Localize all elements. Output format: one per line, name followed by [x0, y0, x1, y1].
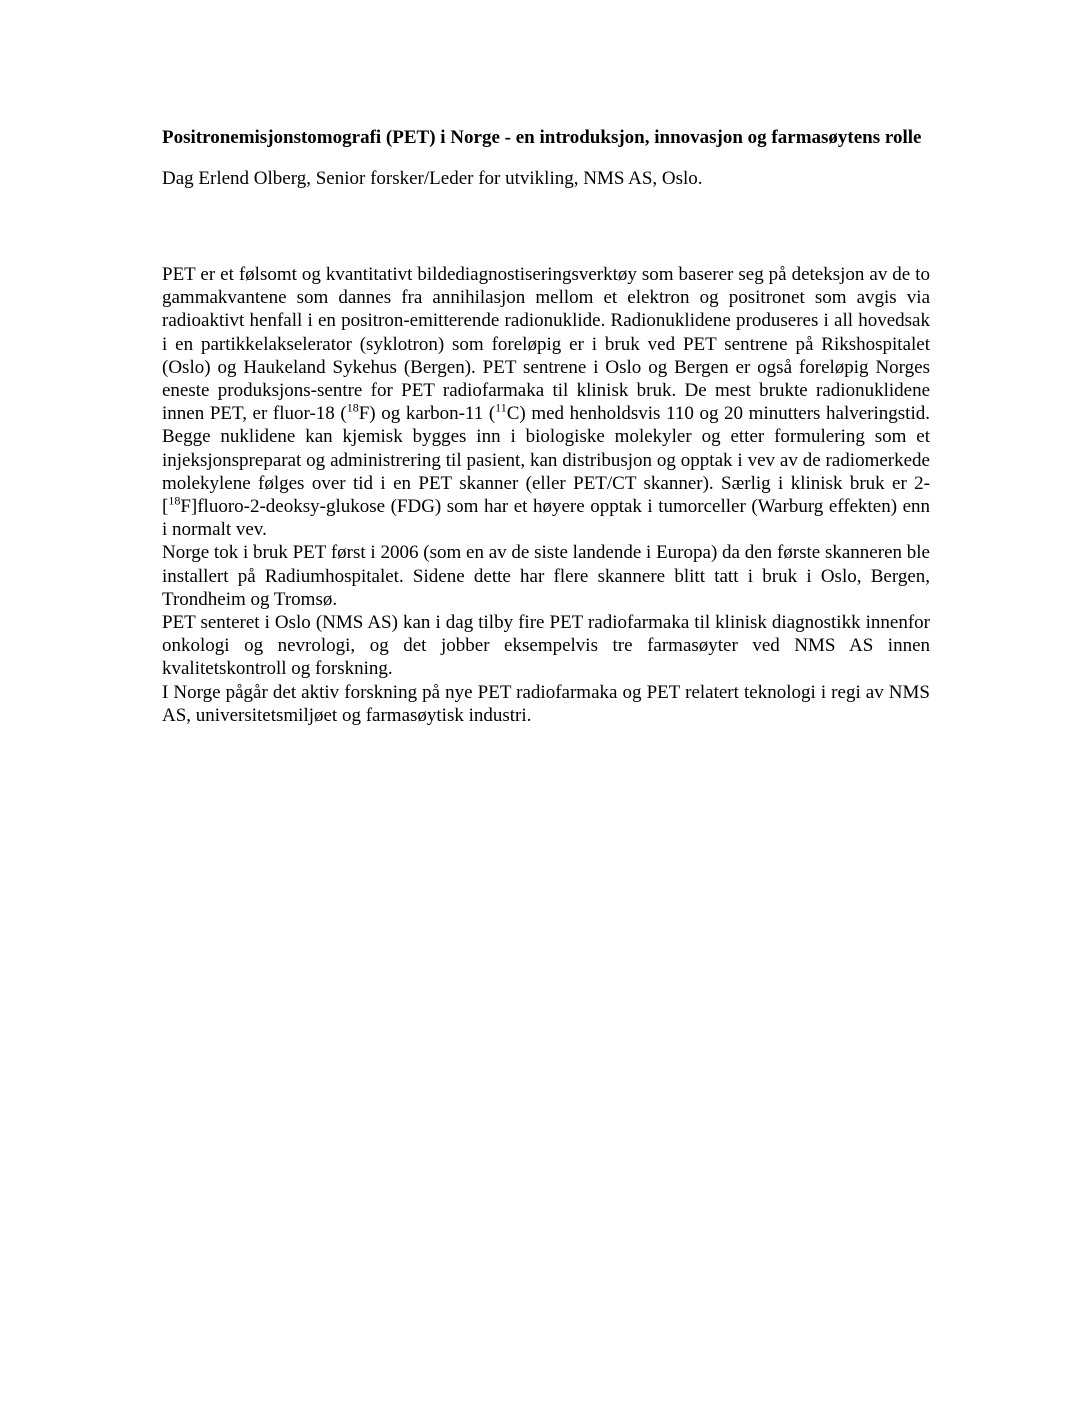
document-page [162, 126, 930, 727]
superscript-fdg18: 18 [168, 493, 181, 508]
paragraph-1-text-a: PET er et følsomt og kvantitativt bildediagnostiseringsverktøy som baserer seg på deteksjon av de to gammakvantene som dannes fra annihilasjon mellom et elektron og positronet som avgis via radioaktivt henfall i en positron-emitterende radionuklide. Radionuklidene produseres i all hovedsak i en partikkelakselerator (syklotron) som foreløpig er i bruk ved PET sentrene på Rikshospitalet (Oslo) og Haukeland Sykehus (Bergen). PET sentrene i Oslo og Bergen er også foreløpig Norges eneste produksjons-sentre for PET radiofarmaka til klinisk bruk. De mest brukte radionuklidene innen PET, er fluor-18 ( [162, 264, 930, 425]
superscript-c11: 11 [495, 400, 507, 415]
document-body [162, 263, 930, 727]
paragraph-1 [162, 263, 930, 541]
superscript-f18: 18 [346, 400, 359, 415]
paragraph-1-text-b: F) og karbon-11 ( [358, 403, 496, 425]
paragraph-1-text-c: C) med henholdsvis 110 og 20 minutters halveringstid. Begge nuklidene kan kjemisk bygges inn i biologiske molekyler og etter formulering som et injeksjonspreparat og administrering til pasient, kan distribusjon og opptak i vev av de radiomerkede molekylene følges over tid i en PET skanner (eller PET/CT skanner). Særlig i klinisk bruk er 2-[ [162, 403, 930, 518]
document-title: Positronemisjonstomografi (PET) i Norge - en introduksjon, innovasjon og farmasøytens rolle [162, 127, 922, 148]
paragraph-1-text-d: F]fluoro-2-deoksy-glukose (FDG) som har et høyere opptak i tumorceller (Warburg effekten) enn i normalt vev. [162, 496, 930, 541]
paragraph-4: I Norge pågår det aktiv forskning på nye PET radiofarmaka og PET relatert teknologi i regi av NMS AS, universitetsmiljøet og farmasøytisk industri. [162, 681, 930, 726]
paragraph-2: Norge tok i bruk PET først i 2006 (som en av de siste landende i Europa) da den første skanneren ble installert på Radiumhospitalet. Sidene dette har flere skannere blitt tatt i bruk i Oslo, Bergen, Trondheim og Tromsø. [162, 542, 930, 610]
author-line: Dag Erlend Olberg, Senior forsker/Leder for utvikling, NMS AS, Oslo. [162, 168, 703, 189]
paragraph-3: PET senteret i Oslo (NMS AS) kan i dag tilby fire PET radiofarmaka til klinisk diagnostikk innenfor onkologi og nevrologi, og det jobber eksempelvis tre farmasøyter ved NMS AS innen kvalitetskontroll og forskning. [162, 612, 930, 680]
